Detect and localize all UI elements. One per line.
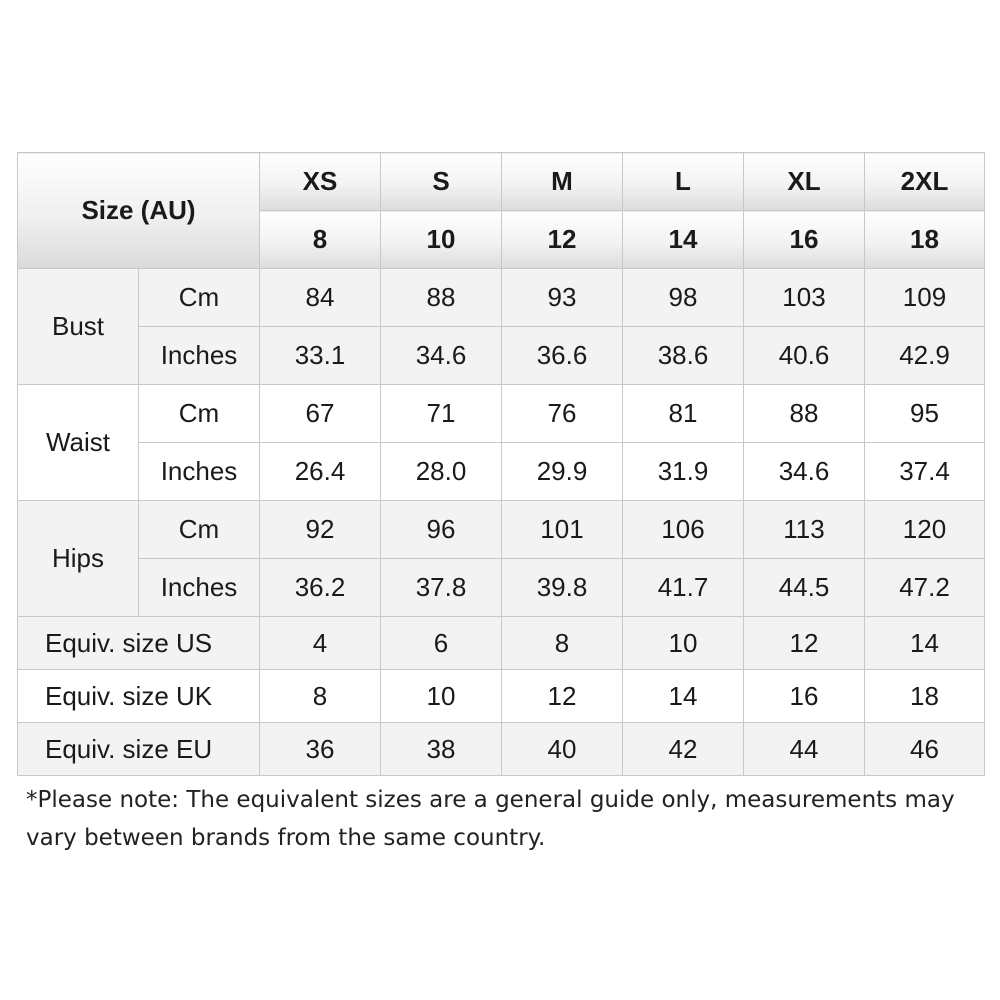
measure-label-bust: Bust	[18, 269, 139, 385]
letter-size-s: S	[381, 153, 502, 211]
table-row	[18, 617, 985, 670]
table-cell: 76	[502, 385, 623, 443]
table-cell: 46	[865, 723, 985, 776]
table-cell: 103	[744, 269, 865, 327]
letter-size-xl: XL	[744, 153, 865, 211]
table-cell: 16	[744, 670, 865, 723]
table-cell: 26.4	[260, 443, 381, 501]
table-cell: 37.4	[865, 443, 985, 501]
table-cell: 14	[623, 670, 744, 723]
equiv-label-uk: Equiv. size UK	[18, 670, 260, 723]
table-cell: 10	[381, 670, 502, 723]
letter-size-xs: XS	[260, 153, 381, 211]
table-cell: 71	[381, 385, 502, 443]
table-cell: 36	[260, 723, 381, 776]
table-cell: 29.9	[502, 443, 623, 501]
unit-label-cm: Cm	[139, 501, 260, 559]
table-cell: 96	[381, 501, 502, 559]
table-cell: 42	[623, 723, 744, 776]
table-row	[18, 327, 985, 385]
size-au-header: Size (AU)	[18, 153, 260, 269]
table-row	[18, 723, 985, 776]
table-cell: 34.6	[381, 327, 502, 385]
unit-label-inches: Inches	[139, 443, 260, 501]
table-row	[18, 385, 985, 443]
au-size-number: 12	[502, 211, 623, 269]
table-cell: 41.7	[623, 559, 744, 617]
au-size-number: 8	[260, 211, 381, 269]
table-cell: 38.6	[623, 327, 744, 385]
equiv-label-eu: Equiv. size EU	[18, 723, 260, 776]
letter-size-2xl: 2XL	[865, 153, 985, 211]
table-cell: 67	[260, 385, 381, 443]
table-cell: 38	[381, 723, 502, 776]
table-cell: 18	[865, 670, 985, 723]
table-cell: 109	[865, 269, 985, 327]
table-cell: 113	[744, 501, 865, 559]
table-cell: 98	[623, 269, 744, 327]
table-cell: 106	[623, 501, 744, 559]
table-cell: 92	[260, 501, 381, 559]
table-cell: 93	[502, 269, 623, 327]
measure-label-waist: Waist	[18, 385, 139, 501]
letter-size-m: M	[502, 153, 623, 211]
table-cell: 101	[502, 501, 623, 559]
table-cell: 88	[744, 385, 865, 443]
table-cell: 12	[744, 617, 865, 670]
unit-label-cm: Cm	[139, 269, 260, 327]
table-cell: 40	[502, 723, 623, 776]
table-cell: 81	[623, 385, 744, 443]
table-cell: 6	[381, 617, 502, 670]
table-cell: 84	[260, 269, 381, 327]
au-size-number: 14	[623, 211, 744, 269]
table-cell: 95	[865, 385, 985, 443]
unit-label-inches: Inches	[139, 327, 260, 385]
measure-label-hips: Hips	[18, 501, 139, 617]
table-cell: 34.6	[744, 443, 865, 501]
table-cell: 88	[381, 269, 502, 327]
table-cell: 8	[502, 617, 623, 670]
table-cell: 31.9	[623, 443, 744, 501]
table-cell: 36.6	[502, 327, 623, 385]
table-cell: 47.2	[865, 559, 985, 617]
unit-label-inches: Inches	[139, 559, 260, 617]
table-cell: 37.8	[381, 559, 502, 617]
table-cell: 8	[260, 670, 381, 723]
table-cell: 36.2	[260, 559, 381, 617]
table-row	[18, 559, 985, 617]
au-size-number: 16	[744, 211, 865, 269]
table-cell: 33.1	[260, 327, 381, 385]
au-size-number: 10	[381, 211, 502, 269]
table-cell: 44.5	[744, 559, 865, 617]
table-cell: 4	[260, 617, 381, 670]
table-row	[18, 670, 985, 723]
table-cell: 40.6	[744, 327, 865, 385]
table-cell: 10	[623, 617, 744, 670]
table-row	[18, 501, 985, 559]
size-chart-table	[17, 152, 985, 776]
table-cell: 12	[502, 670, 623, 723]
au-size-number: 18	[865, 211, 985, 269]
table-cell: 42.9	[865, 327, 985, 385]
unit-label-cm: Cm	[139, 385, 260, 443]
table-cell: 28.0	[381, 443, 502, 501]
table-cell: 39.8	[502, 559, 623, 617]
equiv-label-us: Equiv. size US	[18, 617, 260, 670]
size-guide-note: *Please note: The equivalent sizes are a general guide only, measurements may vary between brands from the same country.	[26, 787, 955, 851]
table-cell: 14	[865, 617, 985, 670]
table-row	[18, 443, 985, 501]
letter-size-l: L	[623, 153, 744, 211]
table-row	[18, 269, 985, 327]
table-cell: 44	[744, 723, 865, 776]
table-cell: 120	[865, 501, 985, 559]
